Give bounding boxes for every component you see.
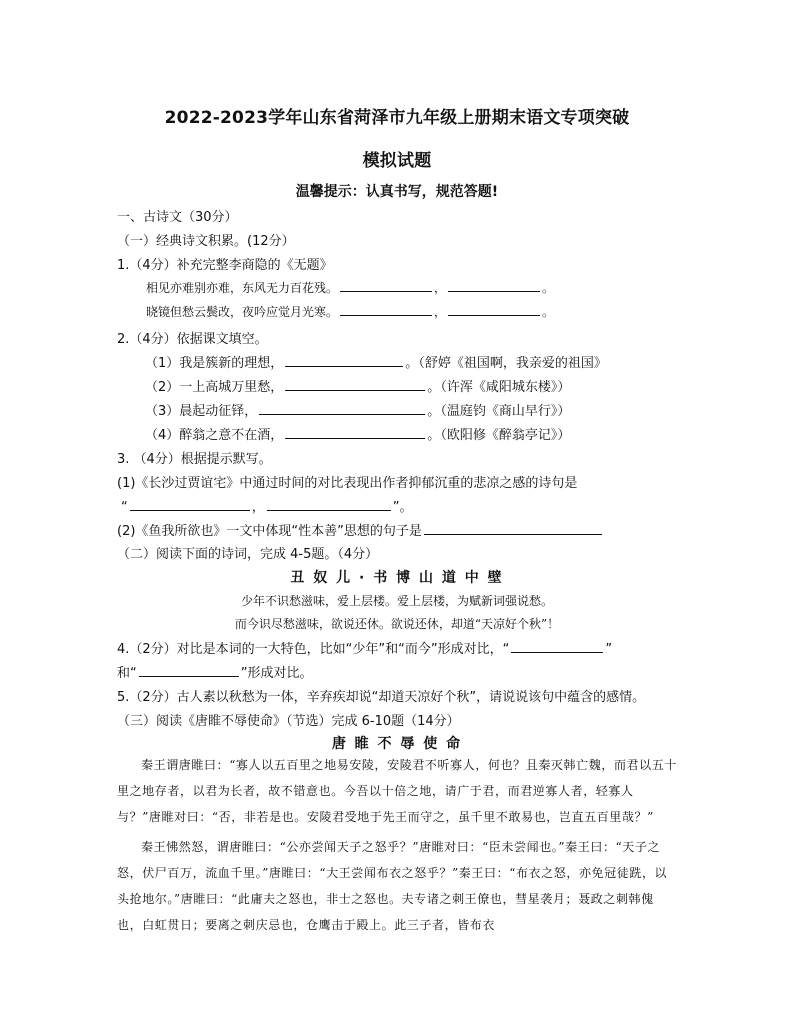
exam-subtitle: 模拟试题 — [362, 151, 432, 171]
part2-heading: （二）阅读下面的诗词，完成 4-5题。（4分） — [117, 547, 379, 562]
answer-blank[interactable] — [267, 498, 391, 511]
question-1-line-1 — [146, 279, 554, 296]
q4-text: 4.（2分）对比是本词的一大特色，比如“少年”和“而今”形成对比，“ — [117, 642, 510, 657]
close-quote: ” — [605, 642, 613, 657]
question-3-sub-1-answer — [121, 496, 413, 515]
passage-title: 唐 睢 不 辱 使 命 — [331, 736, 463, 752]
reminder-text: 温馨提示：认真书写，规范答题! — [295, 184, 499, 200]
passage-paragraph-1: 秦王谓唐睢曰：“寡人以五百里之地易安陵，安陵君不听寡人，何也？且秦灭韩亡魏，而君以五十里之地存者，以君为长者，故不错意也。今吾以十倍之地，请广于君，而君逆寡人者，轻寡人与？”唐睢对曰：“否，非若是也。安陵君受地于先王而守之，虽千里不敢易也，岂直五百里哉？” — [117, 758, 677, 824]
answer-blank[interactable] — [139, 664, 239, 677]
poem-line-text: 晓镜但愁云鬓改，夜吟应觉月光寒。 — [146, 305, 339, 319]
answer-blank[interactable] — [511, 640, 603, 653]
poem-line-text: 相见亦难别亦难，东风无力百花残。 — [146, 281, 339, 295]
question-4-line-1 — [117, 638, 612, 657]
answer-blank[interactable] — [448, 303, 540, 316]
item-number: （4） — [145, 428, 180, 443]
poem-title: 丑 奴 儿 · 书 博 山 道 中 壁 — [290, 570, 504, 586]
item-source: （舒婷《祖国啊，我亲爱的祖国》 — [418, 356, 607, 371]
answer-blank[interactable] — [448, 279, 540, 292]
passage-paragraph-2: 秦王怫然怒，谓唐睢曰：“公亦尝闻天子之怒乎？”唐睢对曰：“臣未尝闻也。”秦王曰：“天子之怒，伏尸百万，流血千里。”唐睢曰：“大王尝闻布衣之怒乎？”秦王曰：“布衣之怒，亦免冠徒跣，以头抢地尔。”唐睢曰：“此庸夫之怒也，非士之怒也。夫专诸之刺王僚也，彗星袭月；聂政之刺韩傀也，白虹贯日；要离之刺庆忌也，仓鹰击于殿上。此三子者，皆布衣 — [117, 840, 668, 932]
item-number: （1） — [145, 356, 180, 371]
question-1-prompt: 1.（4分）补充完整李商隐的《无题》 — [117, 258, 333, 273]
item-text: 我是簇新的理想， — [179, 356, 284, 371]
comma: ， — [434, 305, 447, 319]
poem-line-2: 而今识尽愁滋味，欲说还休。欲说还休，却道“天凉好个秋”！ — [234, 617, 560, 631]
poem-line-1: 少年不识愁滋味，爱上层楼。爱上层楼，为赋新词强说愁。 — [240, 594, 553, 608]
item-number: （3） — [145, 404, 180, 419]
exam-title: 2022-2023学年山东省菏泽市九年级上册期末语文专项突破 — [164, 108, 630, 128]
item-source: （许浑《咸阳城东楼》） — [440, 380, 571, 395]
item-source: （欧阳修《醉翁亭记》） — [440, 428, 571, 443]
item-text: 一上高城万里愁， — [179, 380, 284, 395]
part1-heading: （一）经典诗文积累。(12分） — [117, 234, 295, 249]
period: 。 — [427, 404, 441, 419]
open-quote: “ — [121, 500, 128, 515]
period: 。 — [427, 380, 441, 395]
answer-blank[interactable] — [259, 402, 425, 415]
period: 。 — [542, 281, 555, 295]
answer-blank[interactable] — [424, 522, 602, 535]
period: 。 — [427, 428, 441, 443]
answer-blank[interactable] — [285, 354, 403, 367]
comma: ， — [434, 281, 447, 295]
question-4-line-2 — [117, 662, 313, 681]
period: 。 — [405, 356, 419, 371]
part3-heading: （三）阅读《唐睢不辱使命》（节选）完成 6-10题（14分） — [117, 714, 460, 729]
section-heading: 一、古诗文（30分） — [117, 210, 238, 225]
q4-end: ”形成对比。 — [240, 666, 313, 681]
answer-blank[interactable] — [285, 426, 425, 439]
question-3-prompt: 3. （4分）根据提示默写。 — [117, 452, 272, 467]
question-1-line-2 — [146, 303, 554, 320]
comma: ， — [251, 500, 265, 515]
question-2-item-1 — [145, 352, 607, 371]
question-3-sub-2 — [117, 520, 604, 539]
close-quote: ”。 — [392, 500, 413, 515]
sub-2-text: (2)《鱼我所欲也》一文中体现“性本善”思想的句子是 — [117, 524, 422, 539]
q4-and: 和“ — [117, 666, 137, 681]
answer-blank[interactable] — [130, 498, 250, 511]
question-5: 5.（2分）古人素以秋愁为一体，辛弃疾却说“却道天凉好个秋”，请说说该句中蕴含的感情。 — [117, 690, 646, 705]
answer-blank[interactable] — [285, 378, 425, 391]
item-text: 醉翁之意不在酒， — [179, 428, 284, 443]
item-source: （温庭钧《商山早行》） — [440, 404, 571, 419]
answer-blank[interactable] — [340, 303, 432, 316]
answer-blank[interactable] — [340, 279, 432, 292]
item-text: 晨起动征铎， — [179, 404, 258, 419]
question-2-prompt: 2.（4分）依据课文填空。 — [117, 332, 268, 347]
item-number: （2） — [145, 380, 180, 395]
question-2-item-3 — [145, 400, 570, 419]
passage-body — [117, 752, 677, 938]
period: 。 — [542, 305, 555, 319]
question-2-item-2 — [145, 376, 570, 395]
question-2-item-4 — [145, 424, 570, 443]
question-3-sub-1: (1)《长沙过贾谊宅》中通过时间的对比表现出作者抑郁沉重的悲凉之感的诗句是 — [117, 476, 578, 491]
